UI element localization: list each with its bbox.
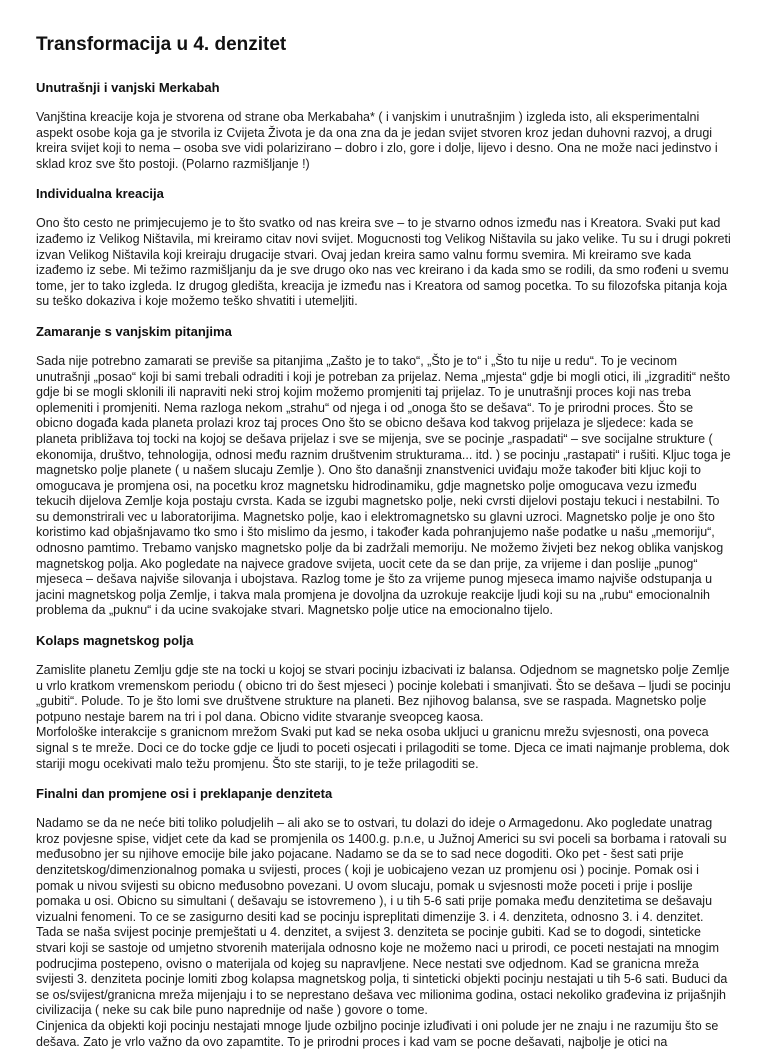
section-heading: Kolaps magnetskog polja: [36, 633, 194, 649]
section-heading: Finalni dan promjene osi i preklapanje denziteta: [36, 786, 333, 802]
section-paragraph: Vanjština kreacije koja je stvorena od strane oba Merkabaha* ( i vanjskim i unutrašnjim ) izgleda isto, ali eksperimentalni aspekt osobe koja ga je stvorila iz Cvijeta Života je da ona zna da je jedan svijet stvoren kroz jedan duhovni razvoj, a drugi kreira svijet koji to nema – osoba sve vidi polarizirano – dobro i zlo, gore i dolje, lijevo i desno. Ona ne može naci jedinstvo i sklad kroz sve što postoji. (Polarno razmišljanje !): [36, 110, 718, 171]
section-paragraph: Morfološke interakcije s granicnom mrežom Svaki put kad se neka osoba ukljuci u granicnu mrežu svjesnosti, ona poveca signal s te mreže. Doci ce do tocke gdje ce ljudi to poceti osjecati i prilagoditi se tome. Djeca ce imati najmanje problema, dok stariji mogu ocekivati malo težu promjenu. Što ste stariji, to je teže prilagoditi se.: [36, 725, 730, 771]
section-heading: Zamaranje s vanjskim pitanjima: [36, 323, 232, 339]
document-title: Transformacija u 4. denzitet: [36, 34, 287, 55]
section-merkabah: [36, 80, 732, 172]
section-magnetic-collapse: [36, 633, 732, 772]
section-heading: Individualna kreacija: [36, 186, 164, 202]
section-individual-creation: [36, 186, 732, 310]
section-paragraph: Sada nije potrebno zamarati se previše sa pitanjima „Zašto je to tako“, „Što je to“ i „Što tu nije u redu“. To je vecinom unutrašnji „posao“ koji bi sami trebali odraditi i koji je potreban za prijelaz. Nema „mjesta“ gdje bi mogli otici, ili „izgraditi“ nešto gdje bi se mogli sklonili ili napraviti neki stroj kojim možemo promjeniti taj prijelaz. To je unutrašnji proces koji nas treba oplemeniti i promjeniti. Nema razloga nekom „strahu“ od njega i od „onoga što se dešava“. To je prirodni proces. Što se obicno događa kada planeta prolazi kroz taj proces Ono što se obicno dešava kod takvog prijelaza je sljedece: kada se planeta približava toj tocki na kojoj se dešava prijelaz i sve se mijenja, sve se pocinje „raspadati“ – sve socijalne strukture ( ekonomija, društvo, tehnologija, odnosi među raznim društvenim strukturama... itd. ) se pocinju „rastapati“ i rušiti. Kljuc toga je magnetsko polje planete ( u našem slucaju Zemlje ). Ono što današnji znanstvenici uviđaju može također biti kljuc koji to omogucava je promjena osi, na pocetku kroz magnetsku hidrodinamiku, gdje magnetsko polje omogucava vezu između tekucih dijelova Zemlje koja postaju cvrsta. Kada se izgubi magnetsko polje, neki cvrsti dijelovi postaju tekuci i nestabilni. To su demonstrirali vec u laboratorijima. Magnetsko polje, kao i elektromagnetsko su glavni uzroci. Magnetsko polje je ono što koristimo kad objašnjavamo tko smo i što mislimo da jesmo, i također kada pohranjujemo naše podatke u našu „memoriju“, odnosno pamtimo. Trebamo vanjsko magnetsko polje da bi zadržali memoriju. Ne možemo živjeti bez nekog oblika vanjskog magnetskog polja. Ako pogledate na najvece gradove svijeta, uocit cete da se dan prije, za vrijeme i dan poslije „punog“ mjeseca – dešava najviše silovanja i ubojstava. Razlog tome je što za vrijeme punog mjeseca imamo najviše odstupanja u jacini magnetskog polja Zemlje, i takva mala promjena je dovoljna da uzrokuje reakcije ljudi koji su na „rubu“ emocionalnih problema da „puknu“ i da ucine svakojake stvari. Magnetsko polje utice na emocionalno tijelo.: [36, 353, 731, 618]
section-paragraph: Nadamo se da ne neće biti toliko poludjelih – ali ako se to ostvari, tu dolazi do ideje o Armagedonu. Ako pogledate unatrag kroz povjesne spise, vidjet cete da kad se promjenila os 1400.g. p.n.e, u Južnoj Americi su svi poceli sa borbama i ratovali su međusobno jer su njihove emocije bile jako pojacane. Nadamo se da se to sad nece dogoditi. Oko pet - šest sati prije denzitetskog/dimenzionalnog pomaka u svijesti, proces ( koji je uobicajeno vezan uz promjenu osi ) pocinje. Pomak osi i pomak u nivou svijesti su obicno međusobno povezani. U ovom slucaju, pomak u svjesnosti može poceti i prije i poslije pomaka u osi. Obicno su simultani ( dešavaju se istovremeno ), i u tih 5-6 sati prije pomaka među denzitetima se dešavaju vizualni fenomeni. To ce se zasigurno desiti kad se pocinju ispreplitati dimenzije 3. i 4. denziteta, odnosno 3. i 4. denzitet. Tada se naša svijest pocinje premještati u 4. denzitet, a svijest 3. denziteta se pocinje gubiti. Kad se to dogodi, sinteticke stvari koji se sastoje od umjetno stvorenih materijala odnosno koje ne možemo naci u prirodi, ce poceti nestajati na mnogim podrucjima postepeno, ovisno o materijala od kojeg su napravljene. Nece nestati sve odjednom. Kad se granicna mreža svijesti 3. denziteta pocinje lomiti zbog kolapsa magnetskog polja, ti sinteticki objekti pocinju nestajati u tih 5-6 sati. Buduci da se os/svijest/granicna mreža mijenjaju i to se neprestano dešava vec milionima godina, ostaci nekoliko građevina iz prijašnjih civilizacija ( neke su cak bile puno naprednije od naše ) govore o tome.: [36, 816, 728, 1018]
section-final-day: [36, 786, 732, 1050]
section-heading: Unutrašnji i vanjski Merkabah: [36, 80, 220, 95]
section-paragraph: Cinjenica da objekti koji pocinju nestajati mnoge ljude ozbiljno pocinje izluđivati i oni polude jer ne znaju i ne razumiju što se dešava. Zato je vrlo važno da ovo zapamtite. To je prirodni proces i kad vam se pocne dešavati, najbolje je otici na: [36, 1018, 719, 1049]
section-paragraph: Zamislite planetu Zemlju gdje ste na tocki u kojoj se stvari pocinju izbacivati iz balansa. Odjednom se magnetsko polje Zemlje u vrlo kratkom vremenskom periodu ( obicno tri do šest mjeseci ) pocinje kolebati i smanjivati. Što se dešava – ljudi se pocinju „gubiti“. Polude. To je što lomi sve društvene strukture na planeti. Bez njihovog balansa, sve se raspada. Magnetsko polje potpuno nestaje barem na tri i pol dana. Obicno vidite stvaranje sveopceg kaosa.: [36, 663, 731, 724]
section-external-questions: [36, 324, 732, 619]
section-paragraph: Ono što cesto ne primjecujemo je to što svatko od nas kreira sve – to je stvarno odnos između nas i Kreatora. Svaki put kad izađemo iz Velikog Ništavila, mi kreiramo citav novi svijet. Mogucnosti tog Velikog Ništavila su jako velike. Tu su i drugi pokreti izvan Velikog Ništavila koji kreiraju drugacije stvari. Ovaj jedan kreira samo valnu formu svemira. Mi kreiramo sve kada izađemo iz sebe. Mi težimo razmišljanju da je sve drugo oko nas vec kreirano i da kada smo se rodili, da smo rođeni u svemu tome, jer to tako izgleda. Iz drugog gledišta, kreacija je između nas i Kreatora od samog pocetka. To su filozofska pitanja koja su teško dokaziva i koje možemo teško shvatiti i utemeljiti.: [36, 216, 731, 309]
